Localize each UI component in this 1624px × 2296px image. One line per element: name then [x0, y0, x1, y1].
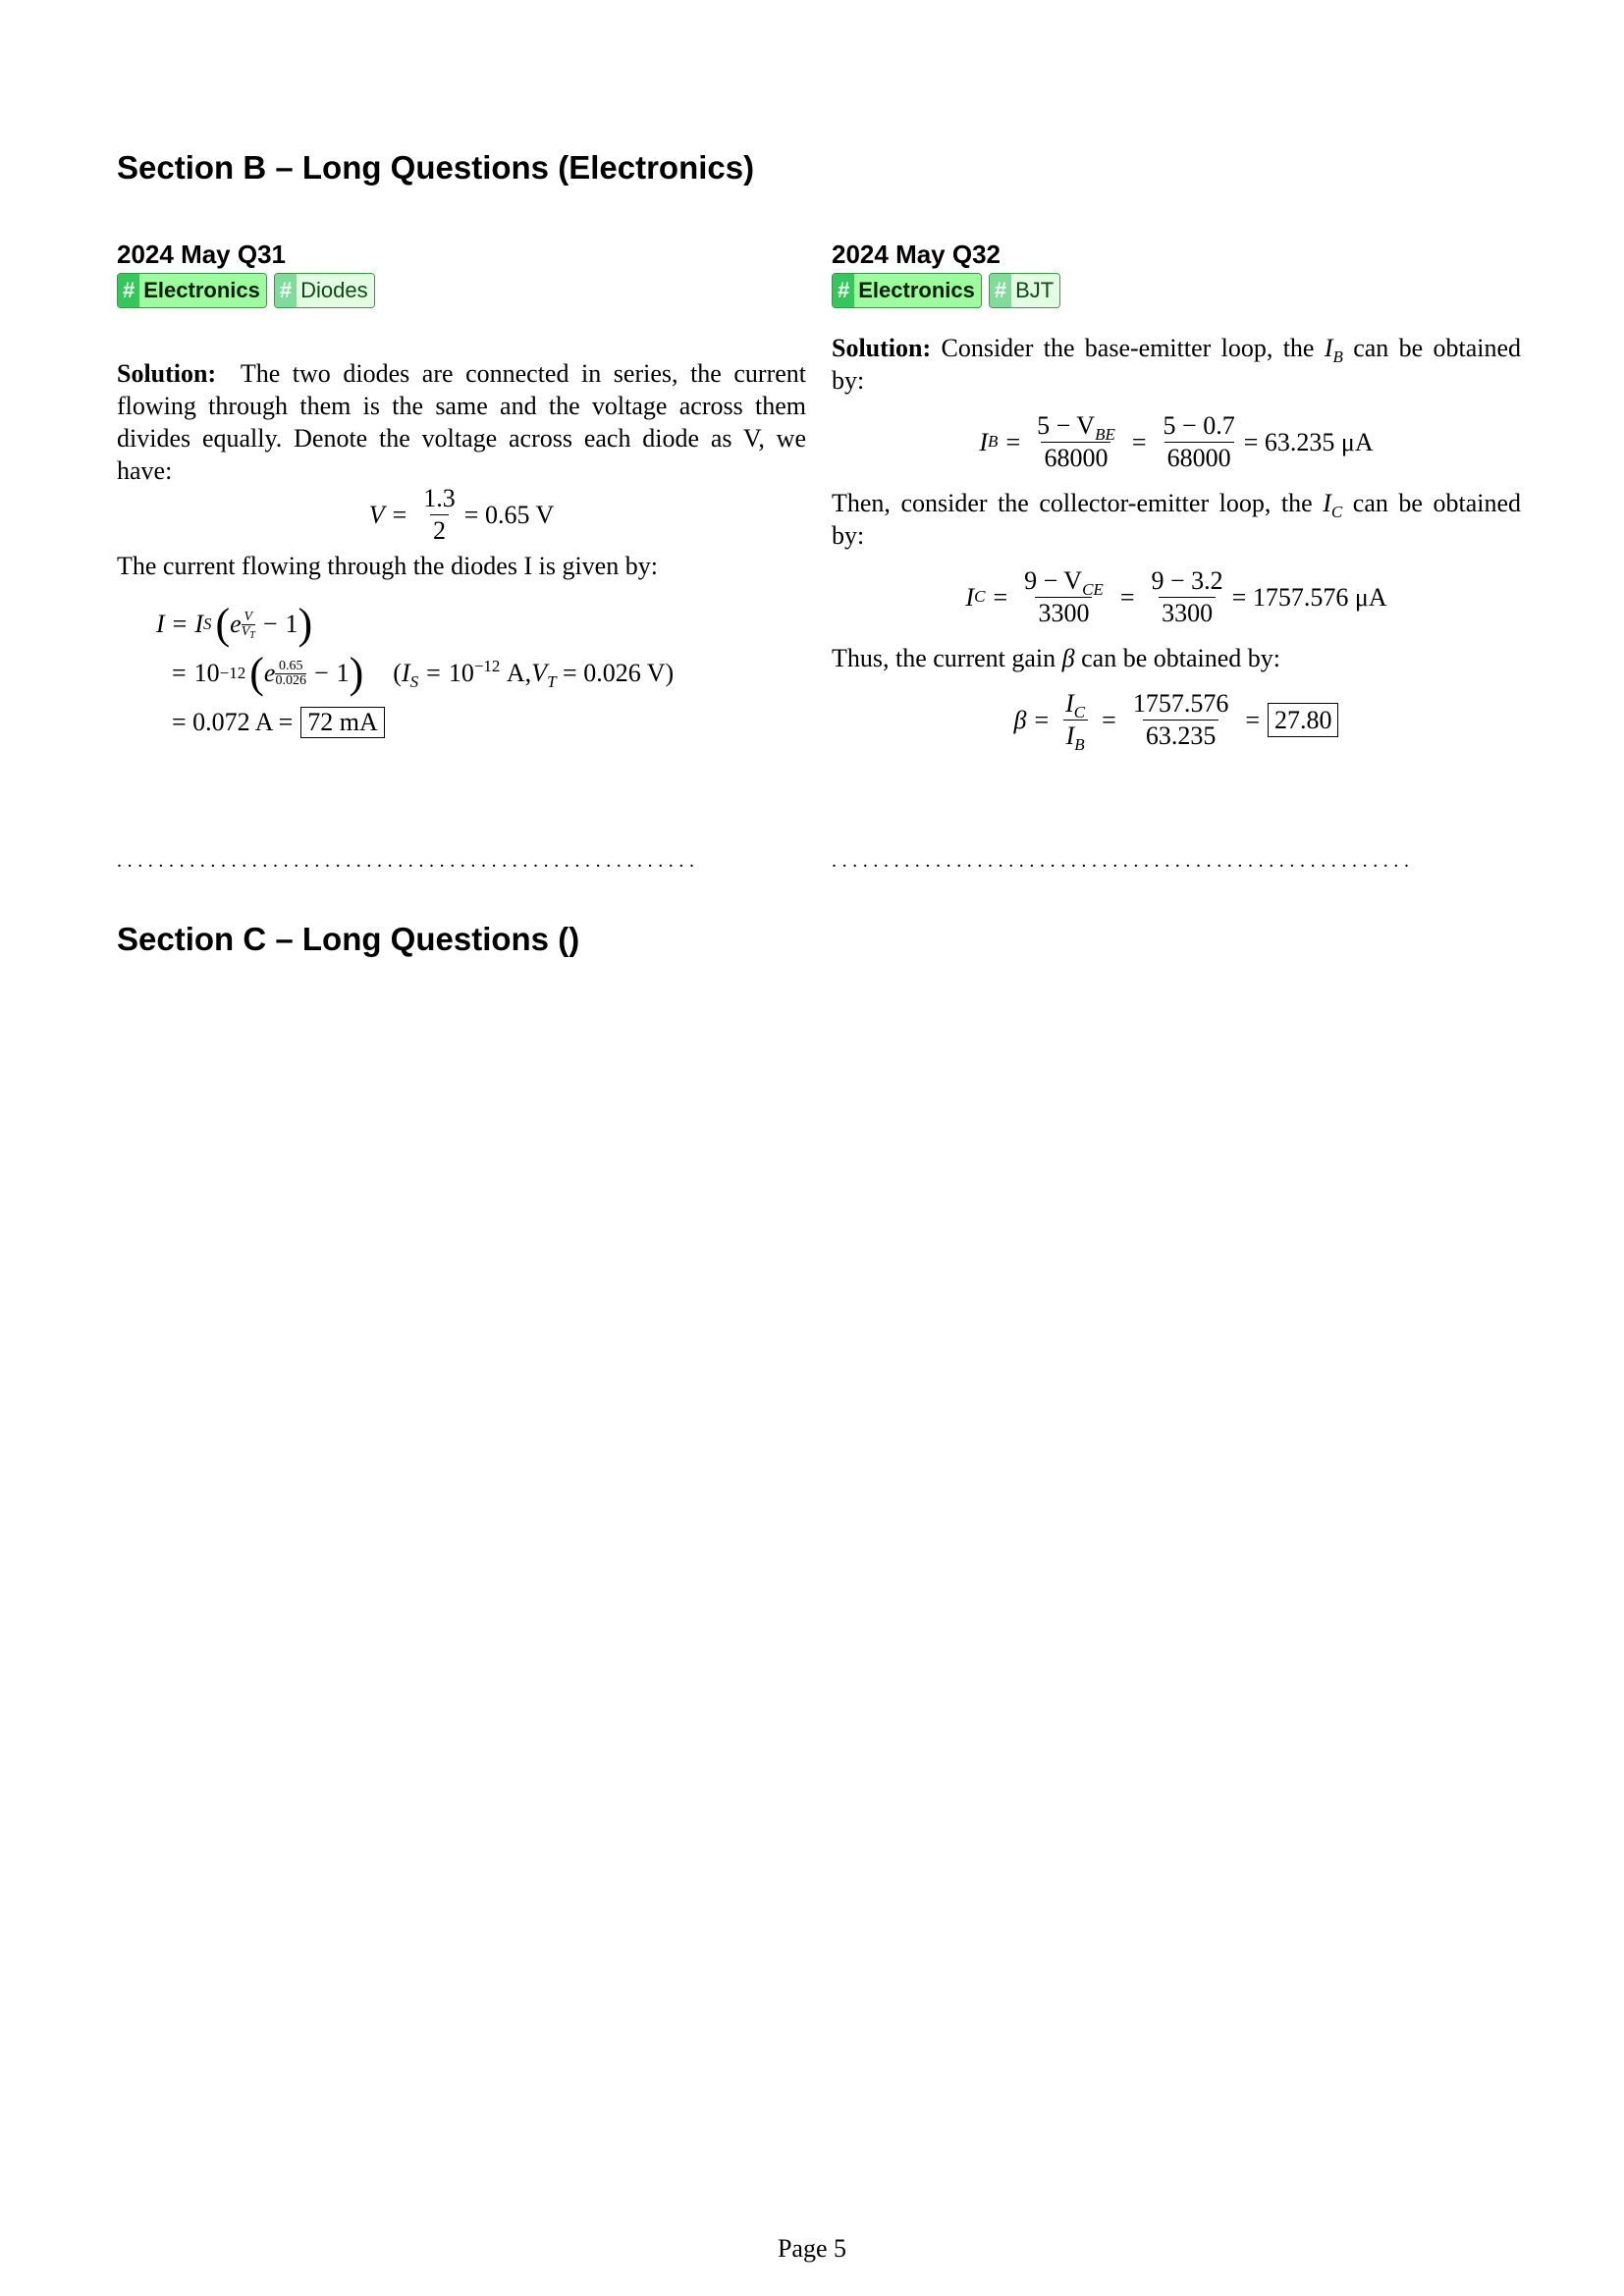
equation-ib: I B = $\frac{5 - V_{BE}}{68000}$ = $\frac{5 - 0.7}{68000}$ = 63.235 μA [979, 410, 1374, 472]
beta-text: Thus, the current gain β can be obtained by: [832, 644, 1280, 672]
question-title: 2024 May Q32 [832, 240, 1001, 269]
solution-intro: Solution: Consider the base-emitter loop, the $I_B$ can be obtained by: [832, 334, 1522, 395]
eq-line-1: I = I S ( e $\frac{V}{V_T}$ − 1 ) [156, 600, 313, 648]
separator-dots: ........................................................ [117, 850, 700, 872]
tag-electronics[interactable] [832, 273, 982, 308]
solution-intro [117, 357, 806, 487]
question-q32 [832, 240, 1521, 765]
solution-label: Solution: [117, 359, 217, 388]
ic-text: Then, consider the collector-emitter loop, the $I_C$ can be obtained by: [832, 489, 1522, 550]
answer-box: 27.80 [1268, 703, 1339, 737]
tag-label: Electronics [139, 274, 266, 307]
page-number: Page 5 [777, 2234, 847, 2263]
hash-icon: # [833, 274, 854, 307]
section-b-title: Section B – Long Questions (Electronics) [117, 149, 755, 186]
separator-dots: ........................................................ [832, 850, 1415, 872]
intro-text: The two diodes are connected in series, the current flowing through them is the same and the voltage across them divides equally. Denote the voltage across each diode as V, we have: [117, 359, 807, 485]
tag-list [832, 273, 1521, 308]
section-c-title: Section C – Long Questions () [117, 921, 580, 957]
solution-label: Solution: [832, 334, 932, 362]
eq-result: = 0.65 V [463, 500, 555, 529]
answer-box: 72 mA [300, 707, 385, 738]
solution-body [832, 332, 1521, 765]
tag-bjt[interactable] [989, 273, 1060, 308]
tag-list [117, 273, 806, 308]
equation-ic: I C = $\frac{9 - V_{CE}}{3300}$ = $\frac{9 - 3.2}{3300}$ = 1757.576 μA [965, 565, 1387, 627]
question-title: 2024 May Q31 [117, 240, 287, 269]
hash-icon: # [990, 274, 1011, 307]
tag-label: Diodes [297, 274, 373, 307]
hash-icon: # [118, 274, 139, 307]
eq-lhs: V [368, 500, 385, 529]
hash-icon: # [275, 274, 297, 307]
eq-line-2: = 10 −12 ( e $\frac{0.65}{0.026}$ − 1 ) ($I_S = 10^{-12}$ $A,V_T = 0.026$ V) [172, 649, 675, 697]
equation-current [156, 600, 806, 747]
solution-body [117, 357, 806, 747]
eq-note: ($I_S = 10^{-12}$ $A,V_T = 0.026$ V) [393, 657, 675, 691]
current-text: The current flowing through the diodes I is given by: [117, 552, 658, 580]
equation-beta: β = $\frac{I_C}{I_B}$ = $\frac{1757.576}{63.235}$ = 27.80 [832, 674, 1521, 765]
equation-v: V = $\frac{1.3}{2}$ = 0.65 V [368, 483, 555, 545]
tag-electronics[interactable] [117, 273, 267, 308]
fraction-denominator: 2 [430, 514, 449, 547]
tag-label: BJT [1011, 274, 1059, 307]
tag-label: Electronics [854, 274, 981, 307]
eq-line-3 [156, 698, 806, 747]
fraction-numerator: 1.3 [423, 483, 456, 512]
tag-diodes[interactable] [274, 273, 375, 308]
eq-line-3-text: = 0.072 A = [172, 708, 294, 736]
question-q31 [117, 240, 806, 747]
fraction [420, 483, 459, 547]
